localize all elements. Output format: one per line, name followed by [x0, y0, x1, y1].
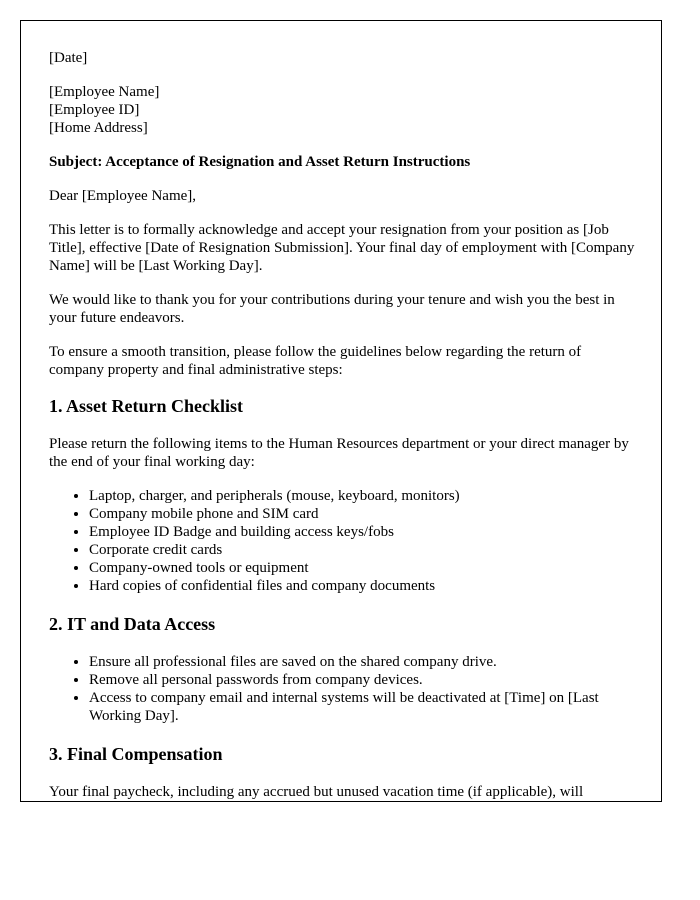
recipient-name: [Employee Name] — [49, 84, 160, 100]
list-item: • Hard copies of confidential files and company documents — [89, 577, 639, 595]
body-paragraph-thanks: We would like to thank you for your contributions during your tenure and wish you the best in your future endeavors. — [49, 292, 615, 326]
section-intro-final-compensation: Your final paycheck, including any accrued but unused vacation time (if applicable), will — [49, 784, 584, 800]
recipient-id: [Employee ID] — [49, 102, 140, 118]
list-item: • Access to company email and internal systems will be deactivated at [Time] on [Last Working Day]. — [89, 689, 639, 725]
letter-content — [49, 49, 639, 802]
body-paragraph-acceptance: This letter is to formally acknowledge and accept your resignation from your position as [Job Title], effective [Date of Resignation Submission]. Your final day of employment with [Company Name] will be [Last Working Day]. — [49, 222, 635, 274]
section-heading-final-compensation: 3. Final Compensation — [49, 744, 223, 764]
list-item: • Employee ID Badge and building access keys/fobs — [89, 523, 639, 541]
salutation: Dear [Employee Name], — [49, 188, 197, 204]
list-item: • Laptop, charger, and peripherals (mouse, keyboard, monitors) — [89, 487, 639, 505]
asset-return-list — [49, 487, 639, 595]
section-intro-asset-return: Please return the following items to the Human Resources department or your direct manager by the end of your final working day: — [49, 436, 629, 470]
list-item: • Company-owned tools or equipment — [89, 559, 639, 577]
letter-date: [Date] — [49, 50, 88, 66]
list-item: • Corporate credit cards — [89, 541, 639, 559]
section-heading-asset-return: 1. Asset Return Checklist — [49, 396, 243, 416]
recipient-block — [49, 83, 639, 137]
letter-subject: Subject: Acceptance of Resignation and Asset Return Instructions — [49, 154, 471, 170]
recipient-address: [Home Address] — [49, 120, 148, 136]
body-paragraph-transition: To ensure a smooth transition, please follow the guidelines below regarding the return of company property and final administrative steps: — [49, 344, 582, 378]
letter-page — [20, 20, 662, 802]
list-item: • Ensure all professional files are saved on the shared company drive. — [89, 653, 639, 671]
list-item: • Remove all personal passwords from company devices. — [89, 671, 639, 689]
section-heading-it-data: 2. IT and Data Access — [49, 614, 216, 634]
list-item: • Company mobile phone and SIM card — [89, 505, 639, 523]
it-data-list — [49, 653, 639, 725]
